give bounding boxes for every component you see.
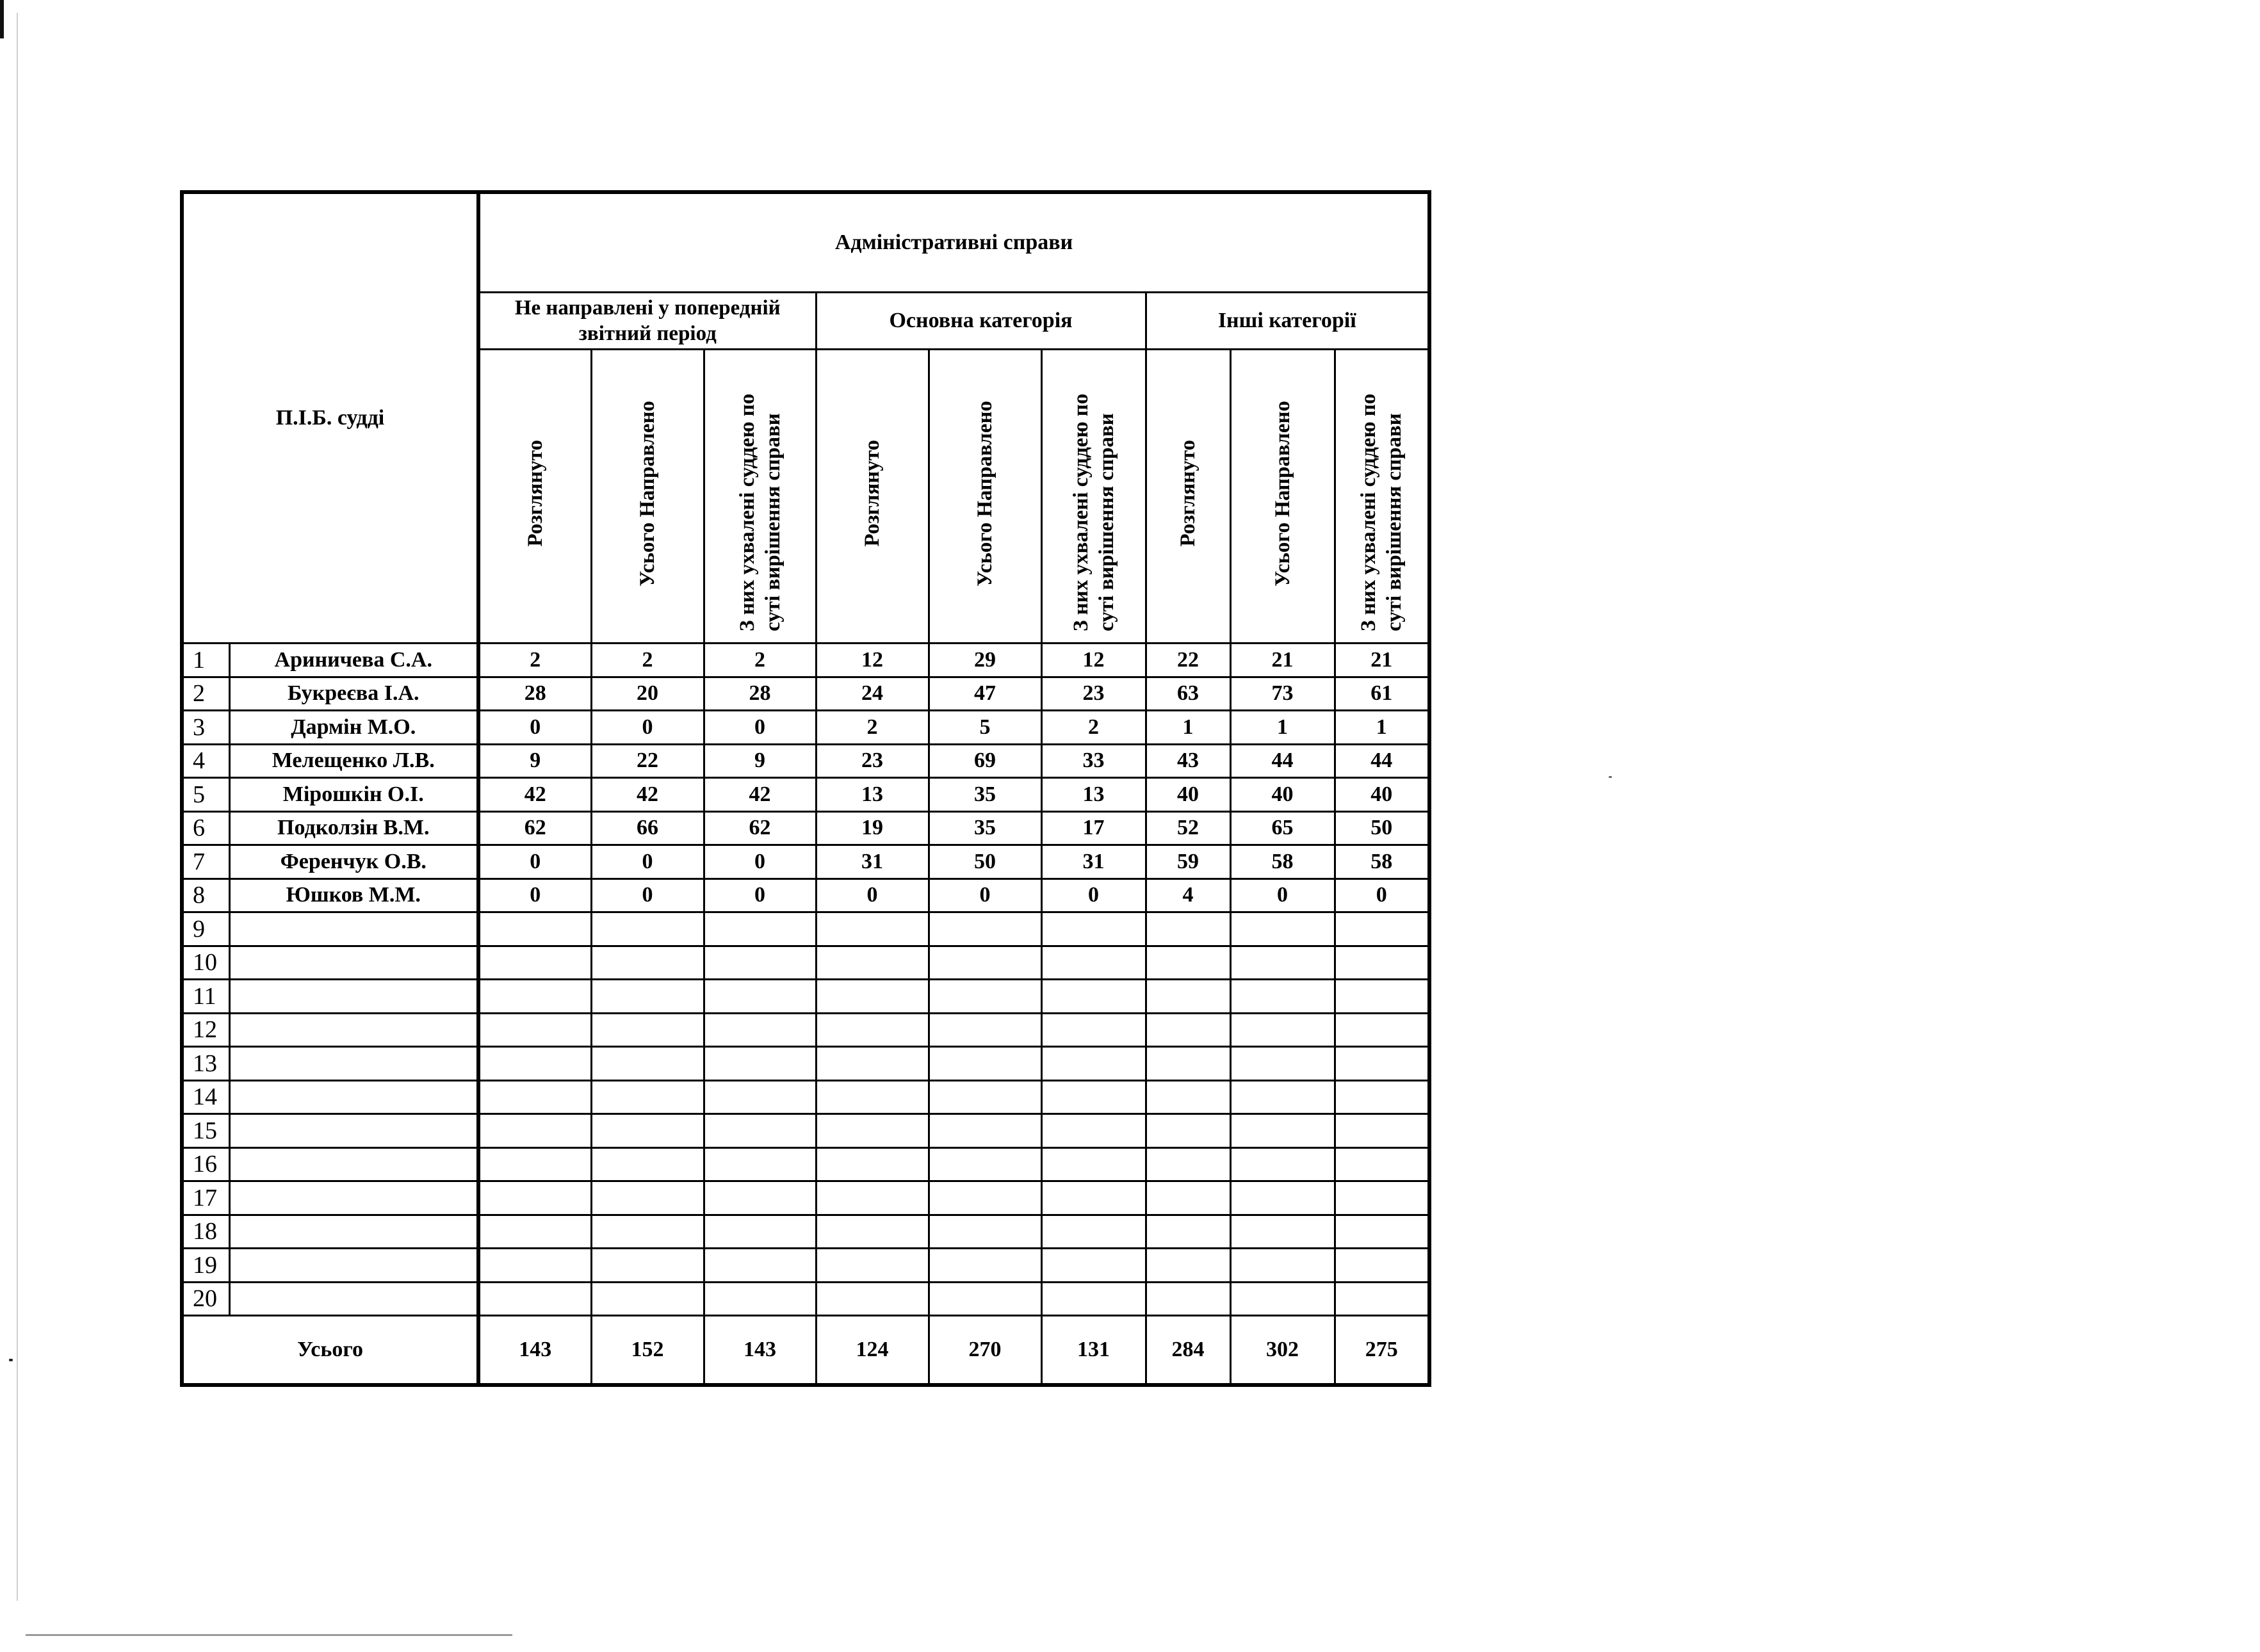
value-cell — [704, 1181, 816, 1215]
total-row — [182, 1316, 1429, 1386]
total-label-text: Усього — [297, 1338, 363, 1361]
scan-edge-line — [17, 13, 18, 1601]
value-cell — [478, 946, 591, 980]
value-cell — [1230, 1147, 1335, 1181]
value-cell: 2 — [704, 644, 816, 677]
value-cell — [1041, 1114, 1146, 1148]
row-number: 4 — [182, 744, 229, 778]
table-row — [182, 1282, 1429, 1316]
value-cell — [1146, 1181, 1230, 1215]
value-cell: 23 — [816, 744, 929, 778]
value-cell — [591, 912, 704, 946]
row-number: 3 — [182, 711, 229, 745]
value-cell — [816, 912, 929, 946]
value-cell — [591, 1080, 704, 1114]
value-cell: 13 — [1041, 778, 1146, 812]
value-cell: 52 — [1146, 811, 1230, 845]
value-cell — [929, 1249, 1041, 1283]
judge-name: Дармін М.О. — [229, 711, 478, 745]
value-cell — [478, 980, 591, 1014]
total-cell: 302 — [1230, 1316, 1335, 1386]
subcol-header-label: Усього Направлено — [973, 400, 996, 587]
value-cell — [478, 1181, 591, 1215]
value-cell — [591, 980, 704, 1014]
judge-name: Ференчук О.В. — [229, 845, 478, 879]
value-cell — [1041, 1249, 1146, 1283]
value-cell — [478, 1249, 591, 1283]
row-number: 11 — [182, 980, 229, 1014]
value-cell — [478, 1047, 591, 1081]
value-cell: 50 — [929, 845, 1041, 879]
value-cell — [1230, 946, 1335, 980]
value-cell — [929, 1047, 1041, 1081]
value-cell — [1041, 1181, 1146, 1215]
row-number: 6 — [182, 811, 229, 845]
subcol-header — [1335, 350, 1429, 644]
value-cell: 61 — [1335, 677, 1429, 711]
group-header-label: Не направлені у попередній звітний період — [514, 296, 781, 345]
value-cell: 35 — [929, 778, 1041, 812]
value-cell — [1335, 1147, 1429, 1181]
judge-name — [229, 1147, 478, 1181]
group-header-label: Інші категорії — [1217, 309, 1356, 332]
value-cell — [1230, 1282, 1335, 1316]
subcol-header-label: Розглянуто — [861, 440, 884, 547]
value-cell: 1 — [1230, 711, 1335, 745]
value-cell — [1230, 1047, 1335, 1081]
value-cell: 13 — [816, 778, 929, 812]
value-cell: 33 — [1041, 744, 1146, 778]
value-cell — [478, 1114, 591, 1148]
judge-name-header — [182, 192, 478, 644]
value-cell — [1041, 1147, 1146, 1181]
value-cell — [816, 1114, 929, 1148]
value-cell: 29 — [929, 644, 1041, 677]
value-cell — [1146, 1282, 1230, 1316]
group-header-prev-period — [478, 293, 816, 350]
value-cell — [478, 1080, 591, 1114]
table-row — [182, 1013, 1429, 1047]
judge-name: Юшков М.М. — [229, 879, 478, 912]
value-cell — [816, 1282, 929, 1316]
value-cell — [816, 946, 929, 980]
total-cell: 124 — [816, 1316, 929, 1386]
value-cell: 2 — [1041, 711, 1146, 745]
value-cell — [704, 1013, 816, 1047]
value-cell: 62 — [704, 811, 816, 845]
judge-name-header-label: П.І.Б. судді — [275, 406, 385, 430]
value-cell — [1335, 1013, 1429, 1047]
value-cell — [1146, 1215, 1230, 1249]
value-cell: 0 — [816, 879, 929, 912]
value-cell: 0 — [929, 879, 1041, 912]
subcol-header-label: Усього Направлено — [636, 400, 659, 587]
value-cell: 69 — [929, 744, 1041, 778]
value-cell: 17 — [1041, 811, 1146, 845]
value-cell: 42 — [478, 778, 591, 812]
subcol-header-label: З них ухвалені суддею по суті вирішення справи — [735, 393, 784, 631]
row-number: 7 — [182, 845, 229, 879]
row-number: 2 — [182, 677, 229, 711]
value-cell — [1041, 1080, 1146, 1114]
value-cell — [816, 1047, 929, 1081]
value-cell — [816, 1181, 929, 1215]
value-cell: 63 — [1146, 677, 1230, 711]
table-row — [182, 1114, 1429, 1148]
value-cell — [591, 1147, 704, 1181]
value-cell — [929, 1282, 1041, 1316]
value-cell — [816, 980, 929, 1014]
judge-name: Мірошкін О.І. — [229, 778, 478, 812]
value-cell: 21 — [1230, 644, 1335, 677]
subcol-header — [1230, 350, 1335, 644]
value-cell: 31 — [816, 845, 929, 879]
table-row — [182, 946, 1429, 980]
value-cell — [1230, 1181, 1335, 1215]
value-cell — [704, 1215, 816, 1249]
scan-edge-mark — [0, 0, 4, 38]
value-cell — [929, 912, 1041, 946]
value-cell: 19 — [816, 811, 929, 845]
scan-speck — [1609, 776, 1612, 778]
value-cell — [1335, 980, 1429, 1014]
table-row — [182, 1181, 1429, 1215]
value-cell — [1146, 980, 1230, 1014]
value-cell — [1146, 1013, 1230, 1047]
value-cell: 12 — [1041, 644, 1146, 677]
value-cell: 0 — [704, 845, 816, 879]
judge-name — [229, 1282, 478, 1316]
value-cell: 22 — [591, 744, 704, 778]
value-cell — [929, 1114, 1041, 1148]
subcol-header — [591, 350, 704, 644]
value-cell: 12 — [816, 644, 929, 677]
value-cell: 0 — [478, 879, 591, 912]
total-label — [182, 1316, 478, 1386]
row-number: 18 — [182, 1215, 229, 1249]
subcol-header — [929, 350, 1041, 644]
value-cell — [929, 1080, 1041, 1114]
value-cell — [816, 1013, 929, 1047]
value-cell — [1230, 980, 1335, 1014]
value-cell — [929, 1147, 1041, 1181]
value-cell — [1335, 1114, 1429, 1148]
subcol-header — [1041, 350, 1146, 644]
total-cell: 143 — [478, 1316, 591, 1386]
subcol-header-label: Усього Направлено — [1271, 400, 1294, 587]
row-number: 20 — [182, 1282, 229, 1316]
value-cell: 2 — [591, 644, 704, 677]
value-cell — [929, 1181, 1041, 1215]
table-row — [182, 811, 1429, 845]
value-cell — [1146, 1147, 1230, 1181]
table-row — [182, 711, 1429, 745]
value-cell — [1146, 1080, 1230, 1114]
value-cell: 40 — [1146, 778, 1230, 812]
value-cell — [1230, 1249, 1335, 1283]
value-cell: 21 — [1335, 644, 1429, 677]
row-number: 13 — [182, 1047, 229, 1081]
value-cell: 65 — [1230, 811, 1335, 845]
value-cell: 66 — [591, 811, 704, 845]
value-cell — [704, 980, 816, 1014]
row-number: 17 — [182, 1181, 229, 1215]
value-cell: 0 — [1230, 879, 1335, 912]
value-cell — [1041, 1215, 1146, 1249]
value-cell — [704, 1249, 816, 1283]
subcol-header-label: З них ухвалені суддею по суті вирішення справи — [1069, 393, 1118, 631]
judge-name — [229, 1114, 478, 1148]
value-cell: 62 — [478, 811, 591, 845]
value-cell — [1335, 1249, 1429, 1283]
value-cell: 0 — [478, 845, 591, 879]
judge-name — [229, 946, 478, 980]
value-cell — [478, 1215, 591, 1249]
subcol-header — [478, 350, 591, 644]
table-row — [182, 1047, 1429, 1081]
row-number: 19 — [182, 1249, 229, 1283]
value-cell — [478, 1282, 591, 1316]
value-cell: 20 — [591, 677, 704, 711]
table-row — [182, 879, 1429, 912]
table-row — [182, 912, 1429, 946]
value-cell: 42 — [704, 778, 816, 812]
value-cell — [1146, 1047, 1230, 1081]
value-cell: 31 — [1041, 845, 1146, 879]
value-cell: 9 — [704, 744, 816, 778]
value-cell: 1 — [1335, 711, 1429, 745]
value-cell — [1041, 946, 1146, 980]
value-cell — [1230, 1215, 1335, 1249]
value-cell — [929, 1215, 1041, 1249]
row-number: 8 — [182, 879, 229, 912]
judge-name — [229, 1249, 478, 1283]
scan-bottom-line — [26, 1634, 512, 1636]
value-cell: 4 — [1146, 879, 1230, 912]
admin-cases-title-label: Адміністративні справи — [834, 231, 1073, 254]
judge-name — [229, 1181, 478, 1215]
judge-name: Мелещенко Л.В. — [229, 744, 478, 778]
value-cell — [704, 946, 816, 980]
value-cell: 59 — [1146, 845, 1230, 879]
value-cell: 2 — [478, 644, 591, 677]
subcol-header — [816, 350, 929, 644]
value-cell — [1041, 1282, 1146, 1316]
value-cell — [1041, 980, 1146, 1014]
table-row — [182, 1147, 1429, 1181]
scan-speck — [9, 1359, 13, 1361]
total-cell: 275 — [1335, 1316, 1429, 1386]
value-cell — [1335, 1080, 1429, 1114]
table-row — [182, 845, 1429, 879]
value-cell: 0 — [591, 879, 704, 912]
total-cell: 143 — [704, 1316, 816, 1386]
judge-name — [229, 912, 478, 946]
value-cell — [816, 1215, 929, 1249]
value-cell: 0 — [704, 711, 816, 745]
value-cell: 0 — [591, 711, 704, 745]
table-row — [182, 1215, 1429, 1249]
value-cell: 73 — [1230, 677, 1335, 711]
admin-cases-table — [180, 190, 1431, 1387]
value-cell: 22 — [1146, 644, 1230, 677]
value-cell — [704, 1114, 816, 1148]
value-cell — [929, 980, 1041, 1014]
total-cell: 152 — [591, 1316, 704, 1386]
value-cell — [1230, 1114, 1335, 1148]
value-cell: 44 — [1230, 744, 1335, 778]
value-cell: 0 — [591, 845, 704, 879]
judge-name — [229, 1080, 478, 1114]
subcol-header-label: З них ухвалені суддею по суті вирішення справи — [1357, 393, 1406, 631]
value-cell — [816, 1147, 929, 1181]
value-cell — [1146, 946, 1230, 980]
value-cell: 23 — [1041, 677, 1146, 711]
value-cell — [704, 1080, 816, 1114]
total-cell: 270 — [929, 1316, 1041, 1386]
value-cell — [929, 1013, 1041, 1047]
value-cell — [1335, 1282, 1429, 1316]
total-cell: 131 — [1041, 1316, 1146, 1386]
value-cell — [591, 1181, 704, 1215]
group-header-main-category — [816, 293, 1146, 350]
value-cell — [1230, 1013, 1335, 1047]
value-cell — [591, 1047, 704, 1081]
value-cell — [591, 1249, 704, 1283]
table-row — [182, 677, 1429, 711]
row-number: 16 — [182, 1147, 229, 1181]
group-header-label: Основна категорія — [889, 309, 1073, 332]
value-cell — [478, 912, 591, 946]
value-cell: 2 — [816, 711, 929, 745]
judge-name — [229, 980, 478, 1014]
value-cell: 5 — [929, 711, 1041, 745]
row-number: 1 — [182, 644, 229, 677]
value-cell — [1335, 912, 1429, 946]
value-cell: 47 — [929, 677, 1041, 711]
row-number: 9 — [182, 912, 229, 946]
value-cell — [1041, 912, 1146, 946]
value-cell — [1146, 1114, 1230, 1148]
value-cell — [1335, 946, 1429, 980]
value-cell — [929, 946, 1041, 980]
value-cell — [1230, 1080, 1335, 1114]
subcol-header-label: Розглянуто — [523, 440, 547, 547]
table-row — [182, 744, 1429, 778]
value-cell: 0 — [1041, 879, 1146, 912]
subcol-header-label: Розглянуто — [1176, 440, 1199, 547]
value-cell — [704, 1047, 816, 1081]
value-cell — [1335, 1181, 1429, 1215]
value-cell — [816, 1080, 929, 1114]
value-cell: 35 — [929, 811, 1041, 845]
value-cell: 1 — [1146, 711, 1230, 745]
value-cell: 0 — [1335, 879, 1429, 912]
value-cell: 44 — [1335, 744, 1429, 778]
admin-cases-title — [478, 192, 1429, 293]
value-cell — [591, 1215, 704, 1249]
table-row — [182, 644, 1429, 677]
table-row — [182, 980, 1429, 1014]
value-cell — [1335, 1215, 1429, 1249]
table-row — [182, 1249, 1429, 1283]
judge-name: Букреєва І.А. — [229, 677, 478, 711]
value-cell: 24 — [816, 677, 929, 711]
subcol-header — [704, 350, 816, 644]
value-cell — [1335, 1047, 1429, 1081]
row-number: 10 — [182, 946, 229, 980]
value-cell: 0 — [478, 711, 591, 745]
subcol-header — [1146, 350, 1230, 644]
value-cell: 43 — [1146, 744, 1230, 778]
value-cell — [816, 1249, 929, 1283]
value-cell — [1041, 1047, 1146, 1081]
value-cell: 9 — [478, 744, 591, 778]
judge-name — [229, 1013, 478, 1047]
value-cell: 58 — [1335, 845, 1429, 879]
value-cell — [1146, 1249, 1230, 1283]
value-cell: 58 — [1230, 845, 1335, 879]
judge-name: Подколзін В.М. — [229, 811, 478, 845]
value-cell — [1041, 1013, 1146, 1047]
group-header-other-categories — [1146, 293, 1429, 350]
value-cell — [704, 1282, 816, 1316]
total-cell: 284 — [1146, 1316, 1230, 1386]
value-cell: 28 — [478, 677, 591, 711]
row-number: 15 — [182, 1114, 229, 1148]
value-cell — [1146, 912, 1230, 946]
value-cell: 40 — [1230, 778, 1335, 812]
judge-name — [229, 1215, 478, 1249]
value-cell — [591, 946, 704, 980]
table-row — [182, 1080, 1429, 1114]
value-cell — [591, 1114, 704, 1148]
value-cell — [478, 1013, 591, 1047]
value-cell: 50 — [1335, 811, 1429, 845]
table-row — [182, 778, 1429, 812]
value-cell — [478, 1147, 591, 1181]
value-cell — [704, 1147, 816, 1181]
judge-name — [229, 1047, 478, 1081]
value-cell — [591, 1282, 704, 1316]
value-cell: 0 — [704, 879, 816, 912]
value-cell: 28 — [704, 677, 816, 711]
value-cell: 40 — [1335, 778, 1429, 812]
judge-name: Ариничева С.А. — [229, 644, 478, 677]
value-cell — [1230, 912, 1335, 946]
row-number: 5 — [182, 778, 229, 812]
row-number: 12 — [182, 1013, 229, 1047]
value-cell: 42 — [591, 778, 704, 812]
value-cell — [704, 912, 816, 946]
value-cell — [591, 1013, 704, 1047]
row-number: 14 — [182, 1080, 229, 1114]
